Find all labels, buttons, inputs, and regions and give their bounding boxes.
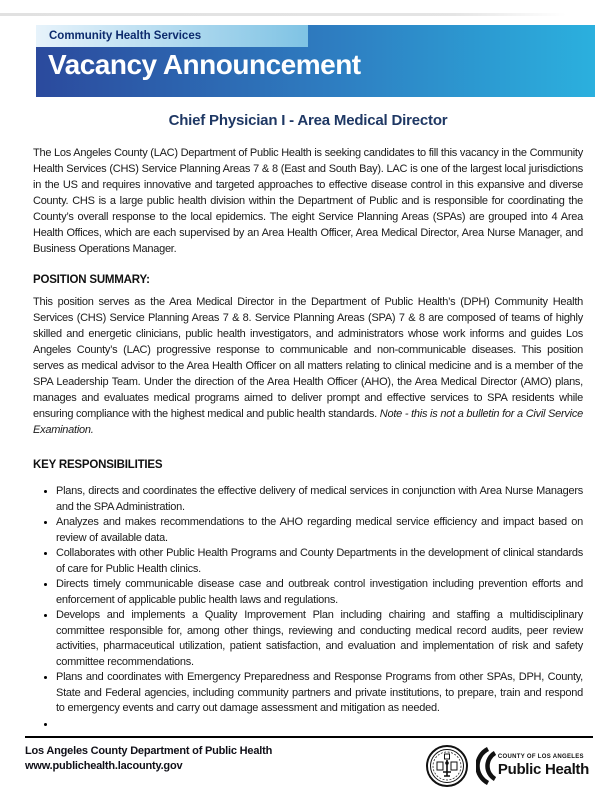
responsibility-item	[56, 717, 583, 733]
la-county-seal-icon	[425, 742, 469, 790]
position-summary-paragraph	[33, 294, 583, 438]
position-summary-text: This position serves as the Area Medical Director in the Department of Public Health’s (DPH) Community Health Services (CHS) Service Planning Areas 7 & 8. Service Planning Areas (SPA) 7 & 8 are composed of teams of highly skilled and energetic clinicians, public health investigators, and administrators whose work informs and guides Los Angeles County’s (LAC) progressive response to communicable and non-communicable diseases. This position serves as medical advisor to the Area Health Officer on all matters relating to clinical medicine and is a member of the SPA Leadership Team. Under the direction of the Area Health Officer (AHO), the Area Medical Director (AMO) plans, manages and evaluates medical programs aimed to deliver prompt and effective services to SPA residents while ensuring compliance with the highest medical and public health standards.	[33, 296, 583, 420]
banner-title: Vacancy Announcement	[48, 49, 361, 80]
responsibility-item: • Analyzes and makes recommendations to the AHO regarding medical service efficiency and impact based on review of available data.	[56, 515, 583, 546]
responsibility-item: • Collaborates with other Public Health Programs and County Departments in the development of clinical standards of care for Public Health clinics.	[56, 546, 583, 577]
position-summary-heading: POSITION SUMMARY:	[33, 274, 150, 286]
public-health-brackets-icon	[476, 747, 496, 785]
logo-county-line: COUNTY OF LOS ANGELES	[497, 754, 584, 760]
intro-paragraph: The Los Angeles County (LAC) Department of Public Health is seeking candidates to fill this vacancy in the Community Health Services (CHS) Service Planning Areas 7 & 8 (East and South Bay). LAC is one of the largest local jurisdictions in the US and requires innovative and targeted approaches to effective disease control in this expansive and diverse County. CHS is a large public health division within the Department of Public and is responsible for coordinating the County’s overall response to the local epidemics. The eight Service Planning Areas (SPAs) are grouped into 4 Area Health Offices, which are each supervised by an Area Health Officer, Area Medical Director, Area Nurse Manager, and Business Operations Manager.	[33, 147, 583, 255]
page-footer	[25, 736, 593, 790]
key-responsibilities-heading: KEY RESPONSIBILITIES	[33, 459, 163, 471]
footer-text-block	[25, 744, 272, 774]
header-banner	[36, 25, 595, 97]
logo-public-health-line: Public Health	[497, 761, 589, 778]
responsibility-item: • Develops and implements a Quality Improvement Plan including chairing and staffing a multidisciplinary committee responsible for, among other things, reviewing and conducting medical record audits, peer review activities, pharmaceutical utilization, patient satisfaction, and evaluation and implementation of risk and safety committee recommendations.	[56, 608, 583, 670]
department-label: Community Health Services	[49, 30, 202, 42]
responsibility-item: • Plans and coordinates with Emergency Preparedness and Response Programs from other SPAs, DPH, County, State and Federal agencies, including community partners and private institutions, to prepare, train and respond to emergency events and carry out damage assessment and mitigation as needed.	[56, 670, 583, 717]
civil-service-note: Note - this is not a bulletin for a Civil Service Examination.	[33, 408, 583, 436]
document-body	[33, 108, 583, 732]
footer-url: www.publichealth.lacounty.gov	[25, 760, 183, 772]
public-health-logo	[476, 747, 589, 785]
responsibility-item: • Directs timely communicable disease case and outbreak control investigation including prevention efforts and enforcement of applicable public health laws and regulations.	[56, 577, 583, 608]
footer-org: Los Angeles County Department of Public Health	[25, 745, 273, 757]
responsibility-item: • Plans, directs and coordinates the effective delivery of medical services in conjunction with Area Nurse Managers and the SPA Administration.	[56, 484, 583, 515]
job-title: Chief Physician I - Area Medical Director	[168, 112, 448, 129]
public-health-logo-text	[498, 754, 589, 778]
footer-logos	[425, 742, 589, 790]
responsibilities-list	[33, 484, 583, 732]
page-top-divider	[0, 13, 566, 16]
department-tab	[36, 25, 308, 47]
